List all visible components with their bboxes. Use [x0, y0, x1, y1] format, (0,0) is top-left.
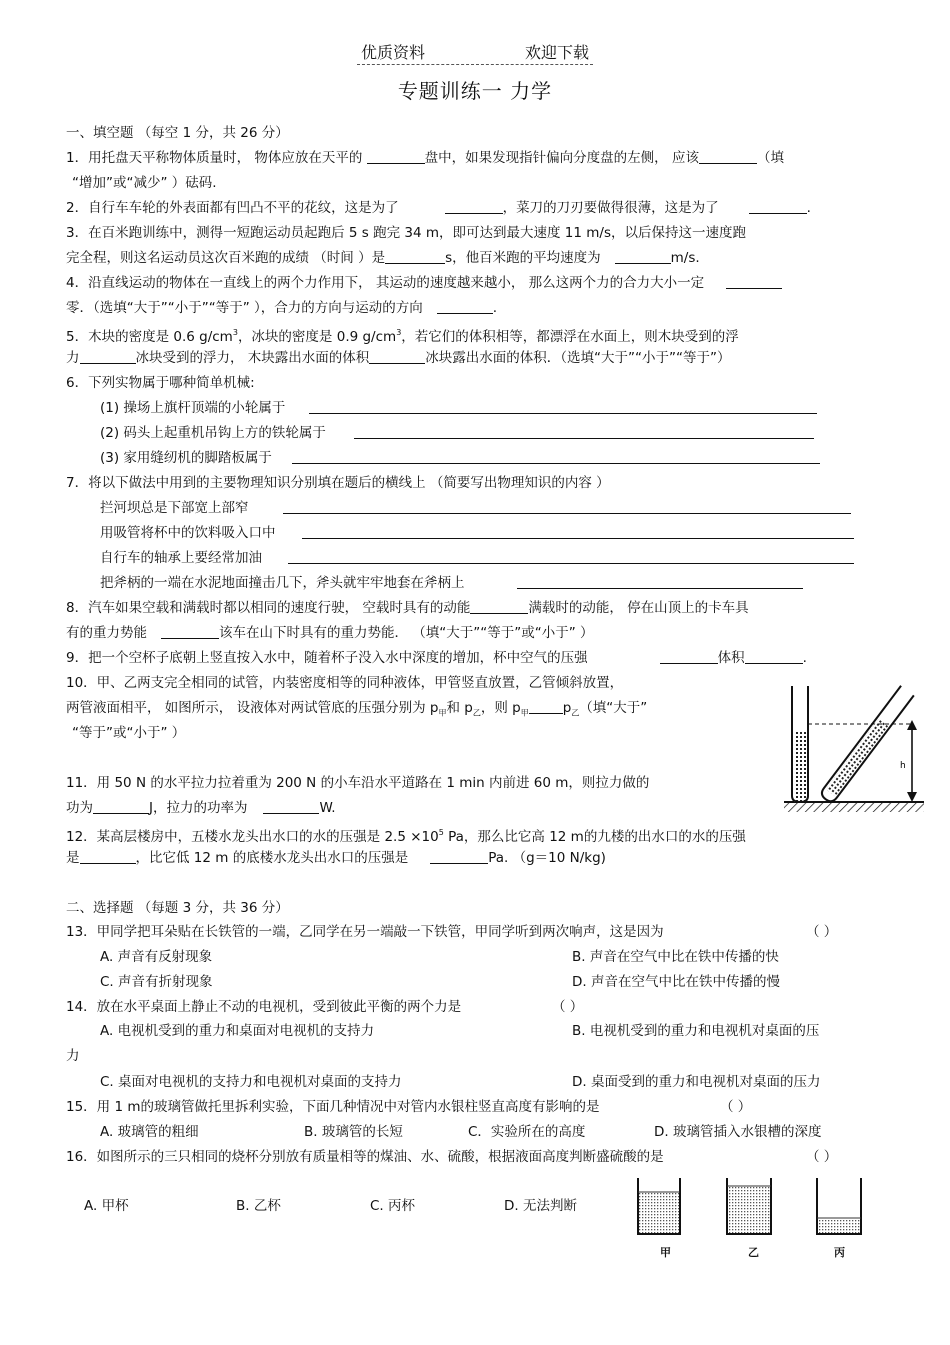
- q15-answer-paren[interactable]: （ ）: [720, 1099, 752, 1115]
- q5-blank2[interactable]: [369, 350, 425, 364]
- test-tubes-figure: [780, 684, 930, 820]
- q11-line1: 11．用 50 N 的水平拉力拉着重为 200 N 的小车沿水平道路在 1 min 内前进 60 m，则拉力做的: [66, 775, 650, 791]
- q15-option-a[interactable]: A. 玻璃管的粗细: [100, 1124, 199, 1140]
- q3-line2: 完全程，则这名运动员这次百米跑的成绩 （时间 ）是 s，他百米跑的平均速度为 m/s.: [66, 250, 700, 266]
- q16-option-a[interactable]: A. 甲杯: [84, 1198, 129, 1214]
- header-text: [357, 44, 593, 65]
- q16-option-d[interactable]: D. 无法判断: [504, 1198, 577, 1214]
- q7-item3: 自行车的轴承上要经常加油: [100, 549, 854, 567]
- q1-line2: “增加”或“减少” ）砝码.: [72, 175, 217, 191]
- q11-blank1[interactable]: [93, 800, 149, 814]
- tube-jia-liquid: [794, 732, 806, 802]
- q7-item4: 把斧柄的一端在水泥地面撞击几下，斧头就牢牢地套在斧柄上: [100, 574, 803, 592]
- q14-answer-paren[interactable]: （ ）: [552, 999, 584, 1015]
- q4-blank1[interactable]: [726, 275, 782, 289]
- q7-blank1[interactable]: [283, 500, 851, 514]
- tube-yi: [819, 686, 914, 804]
- q9-blank2[interactable]: [745, 650, 803, 664]
- q5-blank1[interactable]: [80, 350, 136, 364]
- q13-answer-paren[interactable]: （ ）: [806, 924, 838, 940]
- q8-blank2[interactable]: [161, 625, 219, 639]
- q5-line2: 力 冰块受到的浮力， 木块露出水面的体积 冰块露出水面的体积．（选填“大于”“小于”“等于”）: [66, 350, 731, 366]
- q4-line2: 零．（选填“大于”“小于”“等于” ），合力的方向与运动的方向 .: [66, 300, 498, 316]
- q15-option-c[interactable]: C．实验所在的高度: [468, 1124, 586, 1140]
- page-title: 专题训练一 力学: [397, 79, 553, 103]
- q14-option-b-cont: 力: [66, 1048, 80, 1064]
- header-left: 优质资料: [360, 43, 425, 62]
- q14-option-b[interactable]: B. 电视机受到的重力和电视机对桌面的压: [572, 1023, 820, 1039]
- q9-blank1[interactable]: [660, 650, 718, 664]
- q13-option-c[interactable]: C. 声音有折射现象: [100, 974, 213, 990]
- beaker-yi: [727, 1178, 771, 1234]
- q10-line3: “等于”或“小于” ）: [72, 725, 186, 741]
- q3-blank2[interactable]: [615, 250, 671, 264]
- q6-blank3[interactable]: [292, 450, 820, 464]
- beaker-label-yi: 乙: [748, 1246, 759, 1259]
- q11-line2: 功为 J，拉力的功率为 W.: [66, 800, 336, 816]
- q16-answer-paren[interactable]: （ ）: [806, 1149, 838, 1165]
- q8-blank1[interactable]: [470, 600, 528, 614]
- q1-blank1[interactable]: [367, 150, 425, 164]
- q7-blank3[interactable]: [288, 550, 854, 564]
- q10-line2: 两管液面相平， 如图所示， 设液体对两试管底的压强分别为 $p_甲$和 $p_乙$，则 $p_甲$ $p_乙$（填“大于”: [66, 700, 648, 718]
- q1-blank2[interactable]: [699, 150, 757, 164]
- beaker-label-jia: 甲: [660, 1246, 671, 1259]
- q15-option-d[interactable]: D. 玻璃管插入水银槽的深度: [654, 1124, 822, 1140]
- q8-line1: 8．汽车如果空载和满载时都以相同的速度行驶， 空载时具有的动能 满载时的动能， 停在山顶上的卡车具: [66, 600, 749, 616]
- q4-line1: 4．沿直线运动的物体在一直线上的两个力作用下， 其运动的速度越来越小， 那么这两个力的合力大小一定: [66, 274, 782, 292]
- q3-blank1[interactable]: [385, 250, 445, 264]
- q11-blank2[interactable]: [263, 800, 319, 814]
- q7-item2: 用吸管将杯中的饮料吸入口中: [100, 524, 854, 542]
- q16-option-c[interactable]: C. 丙杯: [370, 1198, 416, 1214]
- q4-blank2[interactable]: [437, 300, 493, 314]
- q2-blank2[interactable]: [749, 200, 807, 214]
- q6-blank2[interactable]: [354, 425, 814, 439]
- height-label: h: [900, 761, 906, 771]
- q13-option-b[interactable]: B. 声音在空气中比在铁中传播的快: [572, 949, 779, 965]
- beaker-jia: [638, 1178, 680, 1234]
- q6-item3: (3) 家用缝纫机的脚踏板属于: [100, 449, 820, 467]
- q8-line2: 有的重力势能 该车在山下时具有的重力势能． （填“大于”“等于”或“小于” ）: [66, 625, 594, 641]
- q15-option-b[interactable]: B. 玻璃管的长短: [304, 1124, 403, 1140]
- q12-line1: 12．某高层楼房中，五楼水龙头出水口的水的压强是 $2.5 \times 10^5$ Pa，那么比它高 12 m的九楼的出水口的水的压强: [66, 828, 746, 845]
- tube-yi-liquid: [826, 719, 889, 797]
- q10-blank[interactable]: [529, 700, 563, 714]
- q15-stem: 15．用 1 m的玻璃管做托里拆利实验，下面几种情况中对管内水银柱竖直高度有影响的是: [66, 1099, 600, 1115]
- q3-line1: 3．在百米跑训练中，测得一短跑运动员起跑后 5 s 跑完 34 m，即可达到最大速度 11 m/s，以后保持这一速度跑: [66, 225, 746, 241]
- q7-stem: 7．将以下做法中用到的主要物理知识分别填在题后的横线上 （简要写出物理知识的内容 ）: [66, 475, 610, 491]
- q12-blank1[interactable]: [80, 850, 136, 864]
- tube-jia: [792, 686, 808, 802]
- q10-line1: 10．甲、乙两支完全相同的试管，内装密度相等的同种液体，甲管竖直放置，乙管倾斜放置，: [66, 675, 624, 691]
- q6-item2: (2) 码头上起重机吊钩上方的铁轮属于: [100, 424, 814, 442]
- q2-blank1[interactable]: [445, 200, 503, 214]
- q12-line2: 是 ，比它低 12 m 的底楼水龙头出水口的压强是 Pa. （g＝10 N/kg): [66, 850, 606, 866]
- q5-line1: 5．木块的密度是 0.6 $g/cm^3$，冰块的密度是 0.9 $g/cm^3$，若它们的体积相等，都漂浮在水面上，则木块受到的浮: [66, 328, 739, 345]
- q13-stem: 13．甲同学把耳朵贴在长铁管的一端，乙同学在另一端敲一下铁管，甲同学听到两次响声，这是因为: [66, 924, 664, 940]
- q7-blank2[interactable]: [302, 525, 854, 539]
- q13-option-a[interactable]: A. 声音有反射现象: [100, 949, 213, 965]
- q6-blank1[interactable]: [309, 400, 817, 414]
- q16-option-b[interactable]: B. 乙杯: [236, 1198, 281, 1214]
- q14-option-c[interactable]: C. 桌面对电视机的支持力和电视机对桌面的支持力: [100, 1074, 402, 1090]
- q7-item1: 拦河坝总是下部宽上部窄: [100, 499, 851, 517]
- ground-hatch: [784, 802, 924, 812]
- q9-line1: 9．把一个空杯子底朝上竖直按入水中，随着杯子没入水中深度的增加，杯中空气的压强 体积 .: [66, 650, 807, 666]
- q2-line1: 2．自行车车轮的外表面都有凹凸不平的花纹，这是为了 ，菜刀的刀刃要做得很薄，这是为了 .: [66, 200, 811, 216]
- q14-stem: 14．放在水平桌面上静止不动的电视机，受到彼此平衡的两个力是: [66, 999, 462, 1015]
- q6-item1: (1) 操场上旗杆顶端的小轮属于: [100, 399, 817, 417]
- q14-option-d[interactable]: D. 桌面受到的重力和电视机对桌面的压力: [572, 1074, 821, 1090]
- q1-line1: 1．用托盘天平称物体质量时， 物体应放在天平的 盘中，如果发现指针偏向分度盘的左侧， 应该 （填: [66, 150, 784, 166]
- section-fill-title: 一、填空题 （每空 1 分，共 26 分）: [66, 125, 289, 141]
- q14-option-a[interactable]: A. 电视机受到的重力和桌面对电视机的支持力: [100, 1023, 375, 1039]
- header-right: 欢迎下载: [525, 43, 590, 62]
- q16-stem: 16．如图所示的三只相同的烧杯分别放有质量相等的煤油、水、硫酸，根据液面高度判断盛硫酸的是: [66, 1149, 664, 1165]
- q7-blank4[interactable]: [517, 575, 803, 589]
- q6-stem: 6．下列实物属于哪种简单机械:: [66, 375, 255, 391]
- q13-option-d[interactable]: D. 声音在空气中比在铁中传播的慢: [572, 974, 780, 990]
- arrow-head-down: [907, 792, 917, 802]
- beaker-bing: [817, 1178, 861, 1234]
- q12-blank2[interactable]: [430, 850, 488, 864]
- section-choice-title: 二、选择题 （每题 3 分，共 36 分）: [66, 900, 289, 916]
- arrow-head-up: [907, 720, 917, 730]
- page-header: [0, 44, 950, 65]
- beaker-label-bing: 丙: [834, 1246, 845, 1259]
